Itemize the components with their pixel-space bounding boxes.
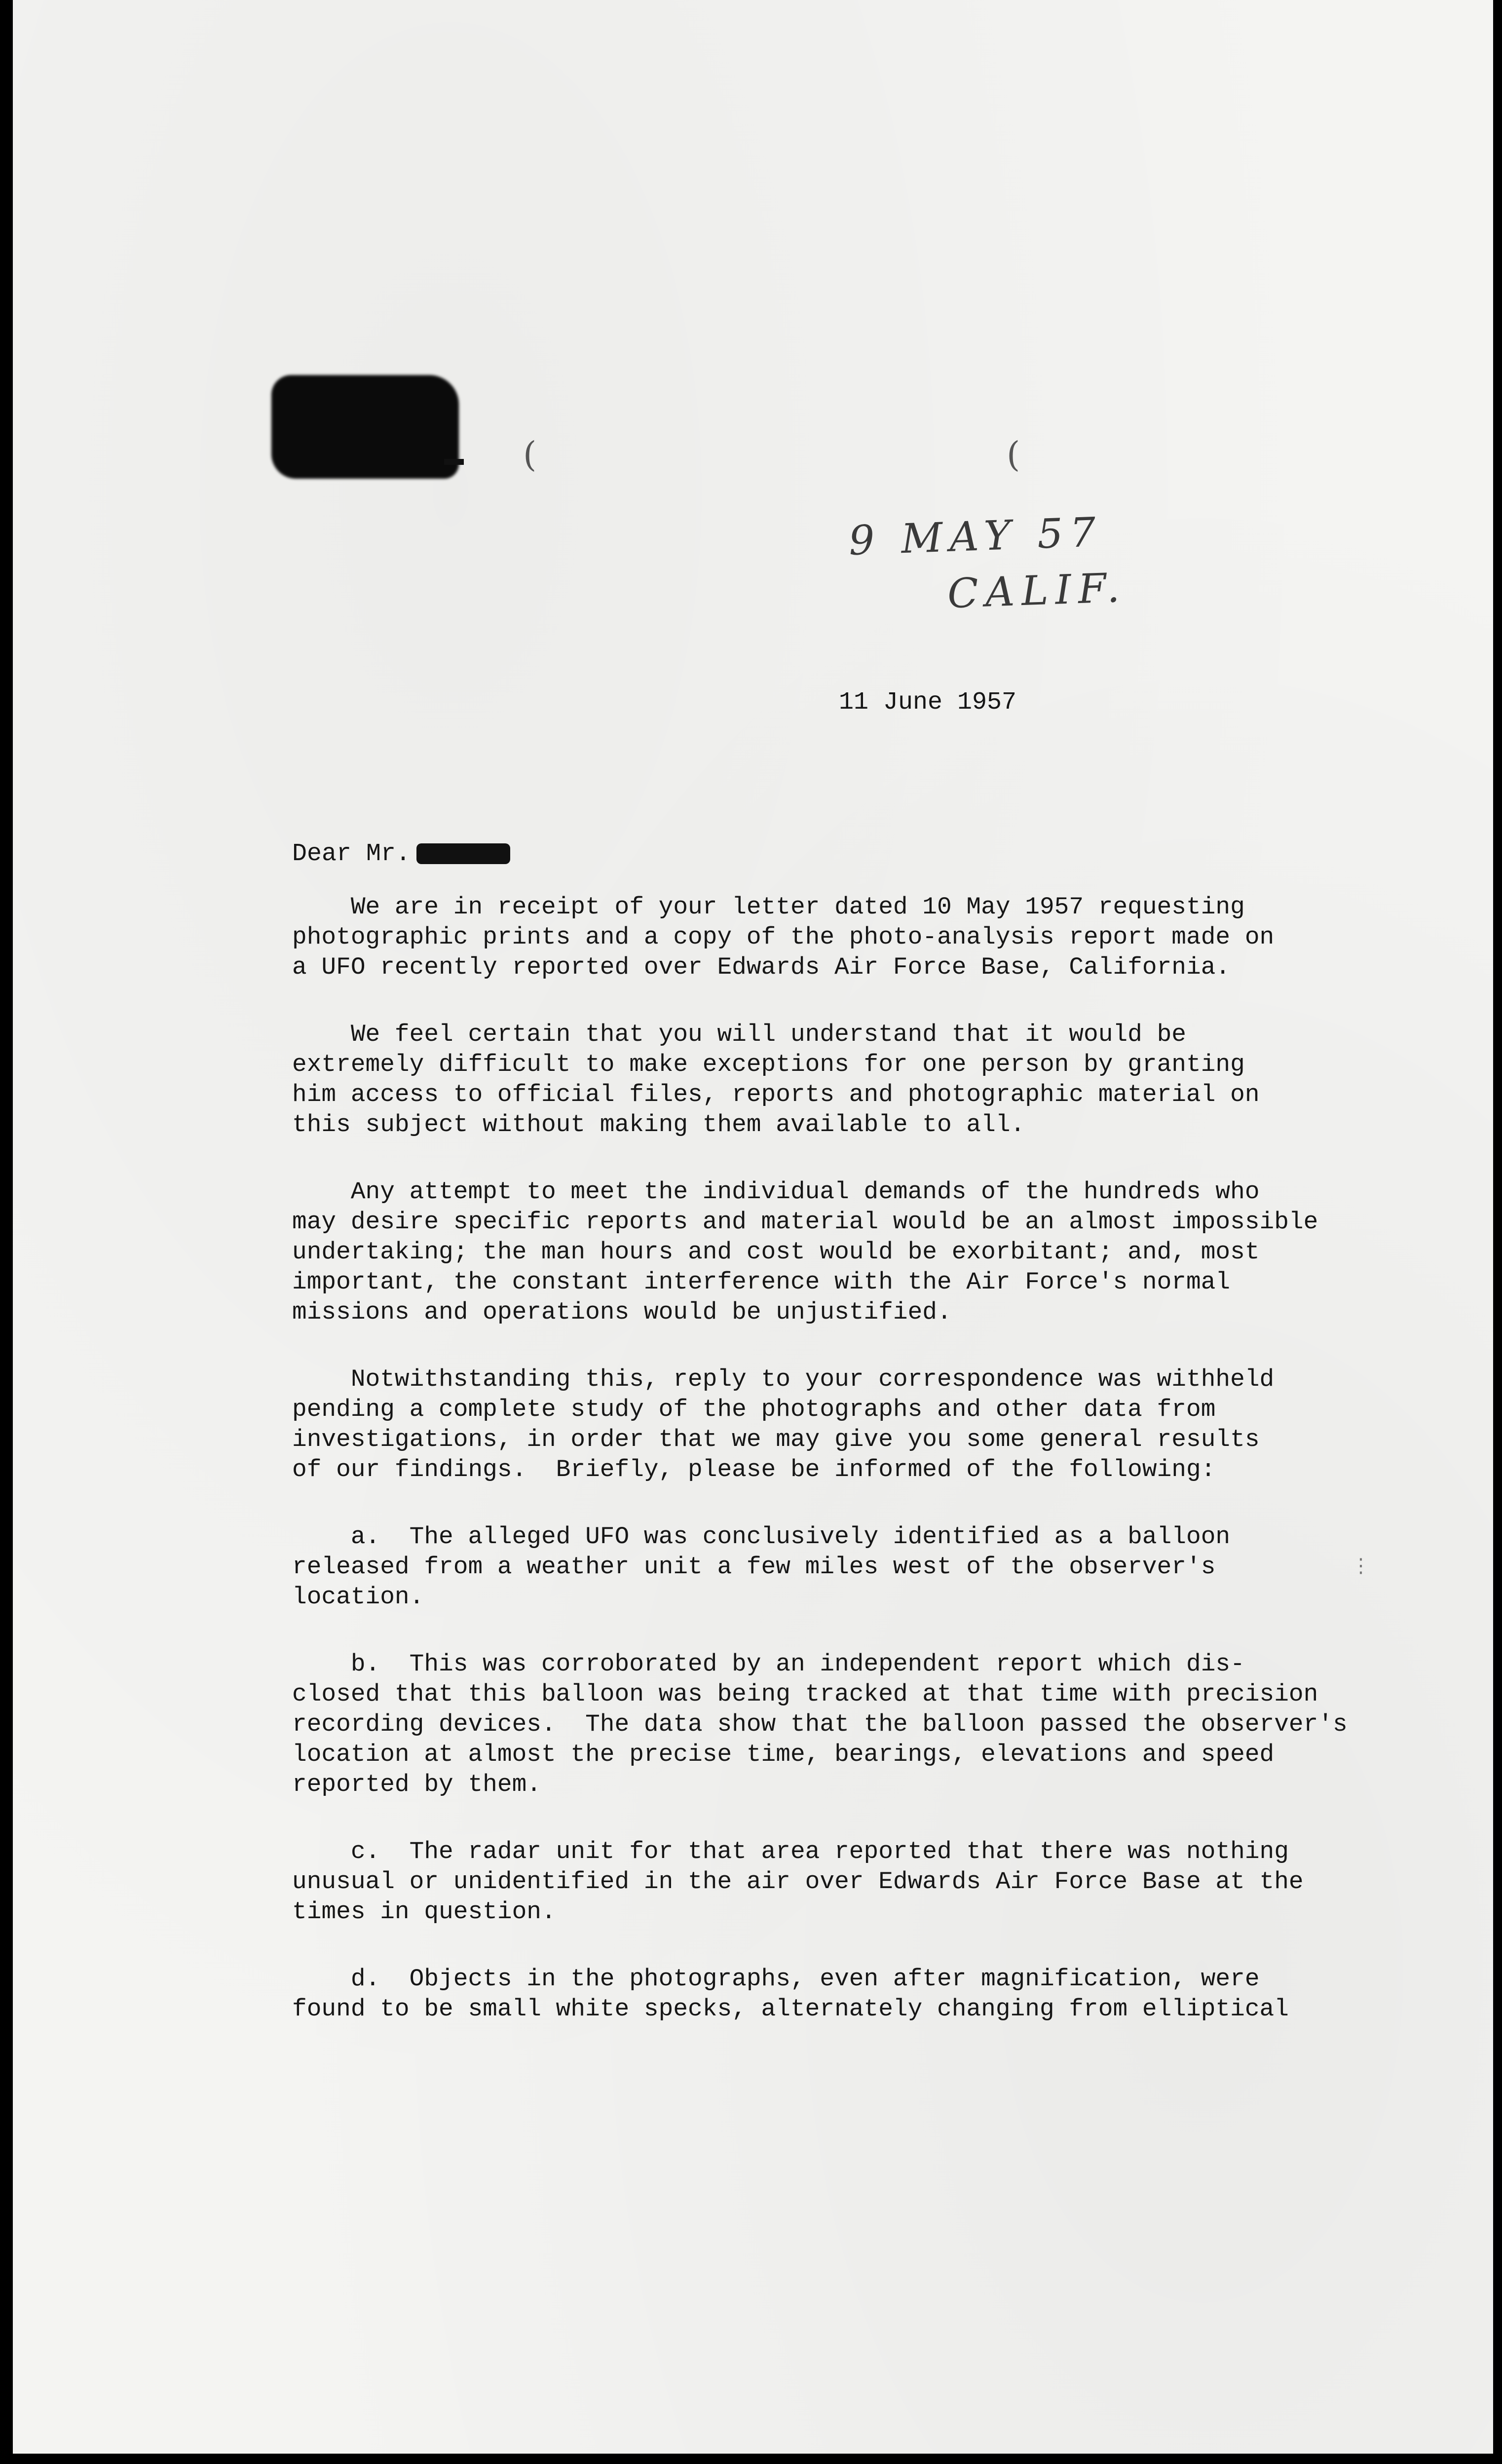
paragraph-demands: Any attempt to meet the individual demands of the hundreds who may desire specific reports and material would be an almost impossible undertaking; the man hours and cost would be exorbitant; and, most important, the constant interference with the Air Force's normal missions and operations would be unjustified. — [292, 1178, 1318, 1326]
letter-date: 11 June 1957 — [839, 688, 1017, 717]
punch-mark-right: ( — [1007, 434, 1020, 475]
redacted-recipient-name — [416, 843, 510, 864]
salutation — [292, 840, 510, 868]
punch-mark-left: ( — [523, 434, 537, 475]
paragraph-finding-a: a. The alleged UFO was conclusively identified as a balloon released from a weather unit a few miles west of the observer's location. — [292, 1523, 1231, 1611]
letter-body — [292, 892, 1392, 2061]
redaction-mark — [444, 459, 464, 465]
scan-border-bottom — [0, 2454, 1502, 2464]
redaction-block-header — [271, 375, 459, 479]
salutation-text: Dear Mr. — [292, 840, 411, 868]
paragraph-receipt: We are in receipt of your letter dated 10 May 1957 requesting photographic prints and a copy of the photo-analysis report made on a UFO recently reported over Edwards Air Force Base, California. — [292, 893, 1275, 981]
paragraph-finding-b: b. This was corroborated by an independent report which dis- closed that this balloon was being tracked at that time with precision recording devices. The data show that the balloon passed the observer's location at almost the precise time, bearings, elevations and speed reported by them. — [292, 1650, 1348, 1798]
paragraph-access: We feel certain that you will understand that it would be extremely difficult to make exceptions for one person by granting him access to official files, reports and photographic material on this subject without making them available to all. — [292, 1021, 1260, 1138]
margin-tick: ⋮ — [1351, 1556, 1371, 1579]
handwritten-date-note: 9 MAY 57 — [848, 509, 1104, 565]
scan-border-left — [0, 0, 13, 2464]
handwritten-location-note: CALIF. — [946, 564, 1127, 618]
paragraph-finding-d: d. Objects in the photographs, even after magnification, were found to be small white specks, alternately changing from elliptical — [292, 1965, 1289, 2023]
paragraph-findings-intro: Notwithstanding this, reply to your correspondence was withheld pending a complete study of the photographs and other data from investigations, in order that we may give you some general results of our findings. Briefly, please be informed of the following: — [292, 1365, 1275, 1483]
scan-border-right — [1493, 0, 1502, 2464]
paragraph-finding-c: c. The radar unit for that area reported that there was nothing unusual or unidentified in the air over Edwards Air Force Base at the times in question. — [292, 1838, 1304, 1926]
